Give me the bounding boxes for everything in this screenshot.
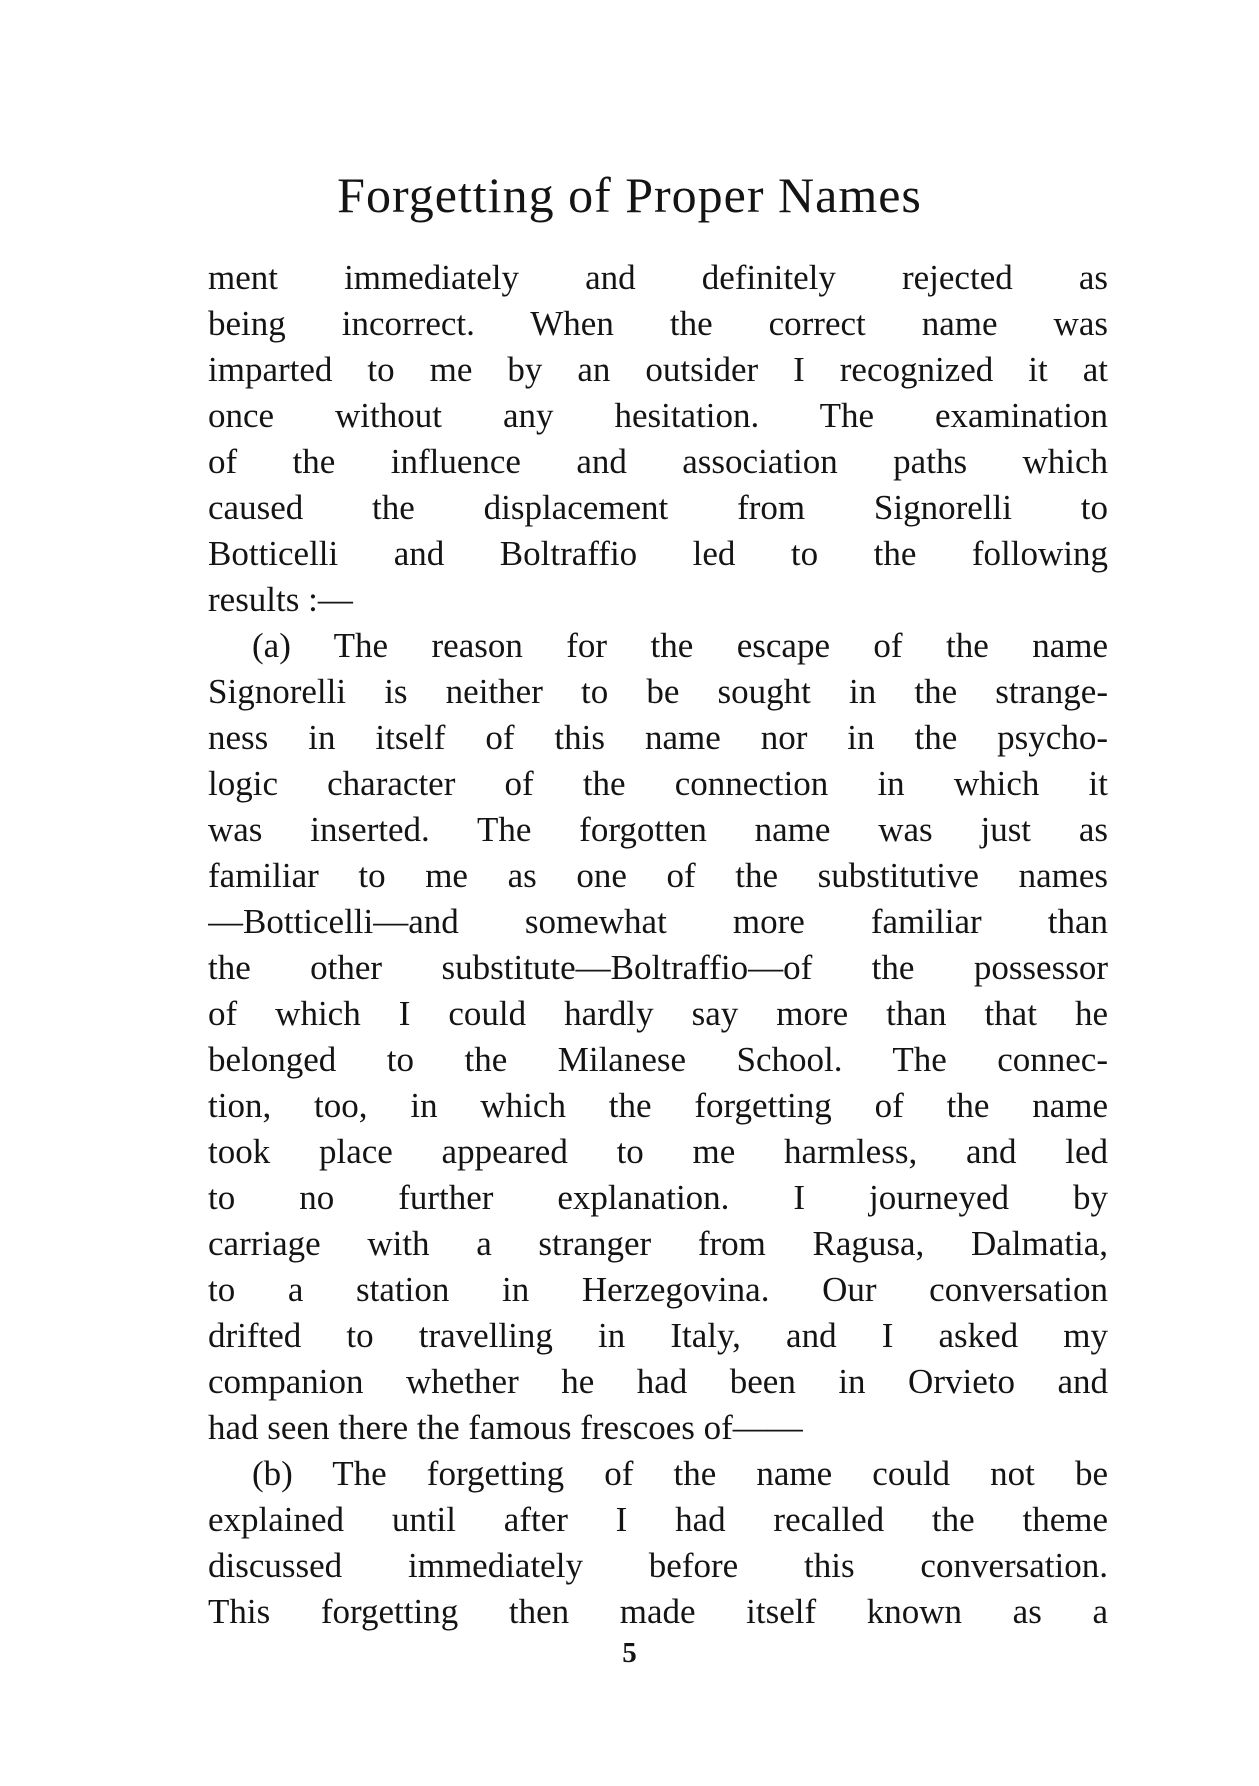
text-line: results :— — [208, 580, 353, 619]
text-line: logic character of the connection in which it — [208, 764, 1108, 803]
text-line: carriage with a stranger from Ragusa, Dalmatia, — [208, 1224, 1108, 1263]
text-line: Signorelli is neither to be sought in the strange- — [208, 672, 1108, 711]
text-line: companion whether he had been in Orvieto and — [208, 1362, 1108, 1401]
text-line: being incorrect. When the correct name was — [208, 304, 1108, 343]
text-line: tion, too, in which the forgetting of the name — [208, 1086, 1108, 1125]
text-line: imparted to me by an outsider I recognized it at — [208, 350, 1108, 389]
text-line: of the influence and association paths which — [208, 442, 1108, 481]
text-line: familiar to me as one of the substitutive names — [208, 856, 1108, 895]
text-line: This forgetting then made itself known as a — [208, 1592, 1108, 1631]
text-line: —Botticelli—and somewhat more familiar than — [208, 902, 1108, 941]
text-line: to a station in Herzegovina. Our conversation — [208, 1270, 1108, 1309]
text-line: drifted to travelling in Italy, and I asked my — [208, 1316, 1108, 1355]
text-line: had seen there the famous frescoes of—— — [208, 1408, 803, 1447]
body-text — [208, 255, 1108, 1635]
text-line: belonged to the Milanese School. The connec- — [208, 1040, 1108, 1079]
running-head: Forgetting of Proper Names — [337, 167, 922, 223]
text-line: (b) The forgetting of the name could not be — [252, 1454, 1108, 1493]
text-line: ment immediately and definitely rejected as — [208, 258, 1108, 297]
text-line: took place appeared to me harmless, and led — [208, 1132, 1108, 1171]
text-line: Botticelli and Boltraffio led to the following — [208, 534, 1108, 573]
text-line: of which I could hardly say more than that he — [208, 994, 1108, 1033]
text-line: discussed immediately before this conversation. — [208, 1546, 1108, 1585]
text-line: to no further explanation. I journeyed by — [208, 1178, 1108, 1217]
text-line: explained until after I had recalled the theme — [208, 1500, 1108, 1539]
text-line: (a) The reason for the escape of the name — [252, 626, 1108, 665]
text-line: ness in itself of this name nor in the psycho- — [208, 718, 1108, 757]
text-line: caused the displacement from Signorelli to — [208, 488, 1108, 527]
text-line: was inserted. The forgotten name was just as — [208, 810, 1108, 849]
page-number: 5 — [622, 1637, 637, 1669]
text-line: once without any hesitation. The examination — [208, 396, 1108, 435]
text-line: the other substitute—Boltraffio—of the possessor — [208, 948, 1108, 987]
